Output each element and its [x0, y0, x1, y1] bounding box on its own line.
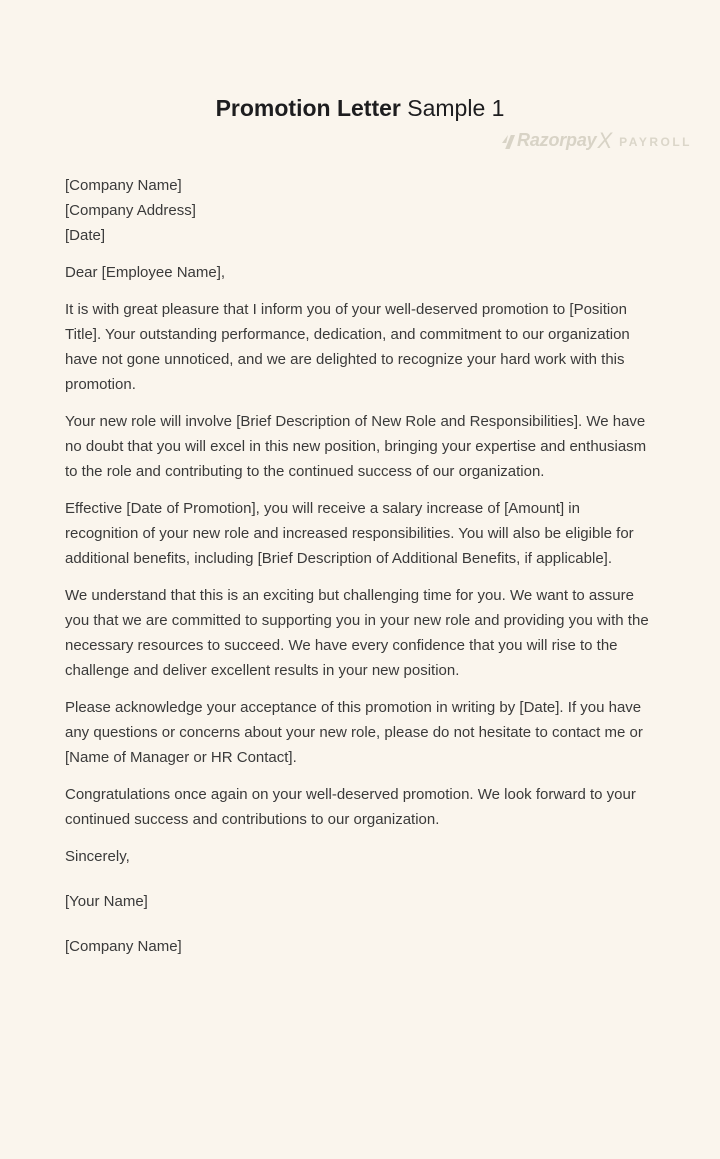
company-address-line: [Company Address]	[65, 202, 196, 219]
letter-document	[0, 94, 720, 1159]
page-title	[0, 94, 720, 122]
closing: Sincerely,	[65, 848, 130, 865]
razorpay-logo-icon	[502, 134, 515, 149]
paragraph-3: Effective [Date of Promotion], you will receive a salary increase of [Amount] in recognition of your new role and increased responsibilities. You will also be eligible for additional benefits, including [Brief Description of Additional Benefits, if applicable].	[65, 500, 634, 567]
page-title-bold: Promotion Letter	[215, 95, 401, 121]
paragraph-1: It is with great pleasure that I inform you of your well-deserved promotion to [Position Title]. Your outstanding performance, dedication, and commitment to our organization have not gone unnoticed, and we are delighted to recognize your hard work with this promotion.	[65, 301, 630, 393]
signature-company: [Company Name]	[65, 938, 182, 955]
signature-name: [Your Name]	[65, 893, 148, 910]
paragraph-5: Please acknowledge your acceptance of this promotion in writing by [Date]. If you have any questions or concerns about your new role, please do not hesitate to contact me or [Name of Manager or HR Contact].	[65, 699, 643, 766]
date-line: [Date]	[65, 227, 106, 244]
brand-suffix: PAYROLL	[619, 134, 692, 149]
brand-name: Razorpay	[517, 130, 597, 150]
paragraph-2: Your new role will involve [Brief Description of New Role and Responsibilities]. We have no doubt that you will excel in this new position, bringing your expertise and enthusiasm to the role and contributing to the continued success of our organization.	[65, 413, 647, 480]
salutation: Dear [Employee Name],	[65, 264, 226, 281]
letter-header-block	[65, 173, 655, 248]
company-name-line: [Company Name]	[65, 177, 182, 194]
letter-body	[0, 173, 720, 959]
brand-x: X	[597, 127, 613, 153]
paragraph-4: We understand that this is an exciting but challenging time for you. We want to assure you that we are committed to supporting you in your new role and providing you with the necessary resources to succeed. We have every confidence that you will rise to the challenge and deliver excellent results in your new position.	[65, 587, 649, 679]
paragraph-6: Congratulations once again on your well-deserved promotion. We look forward to your continued success and contributions to our organization.	[65, 786, 636, 828]
brand-logo	[502, 127, 692, 153]
page-title-regular: Sample 1	[400, 95, 505, 121]
